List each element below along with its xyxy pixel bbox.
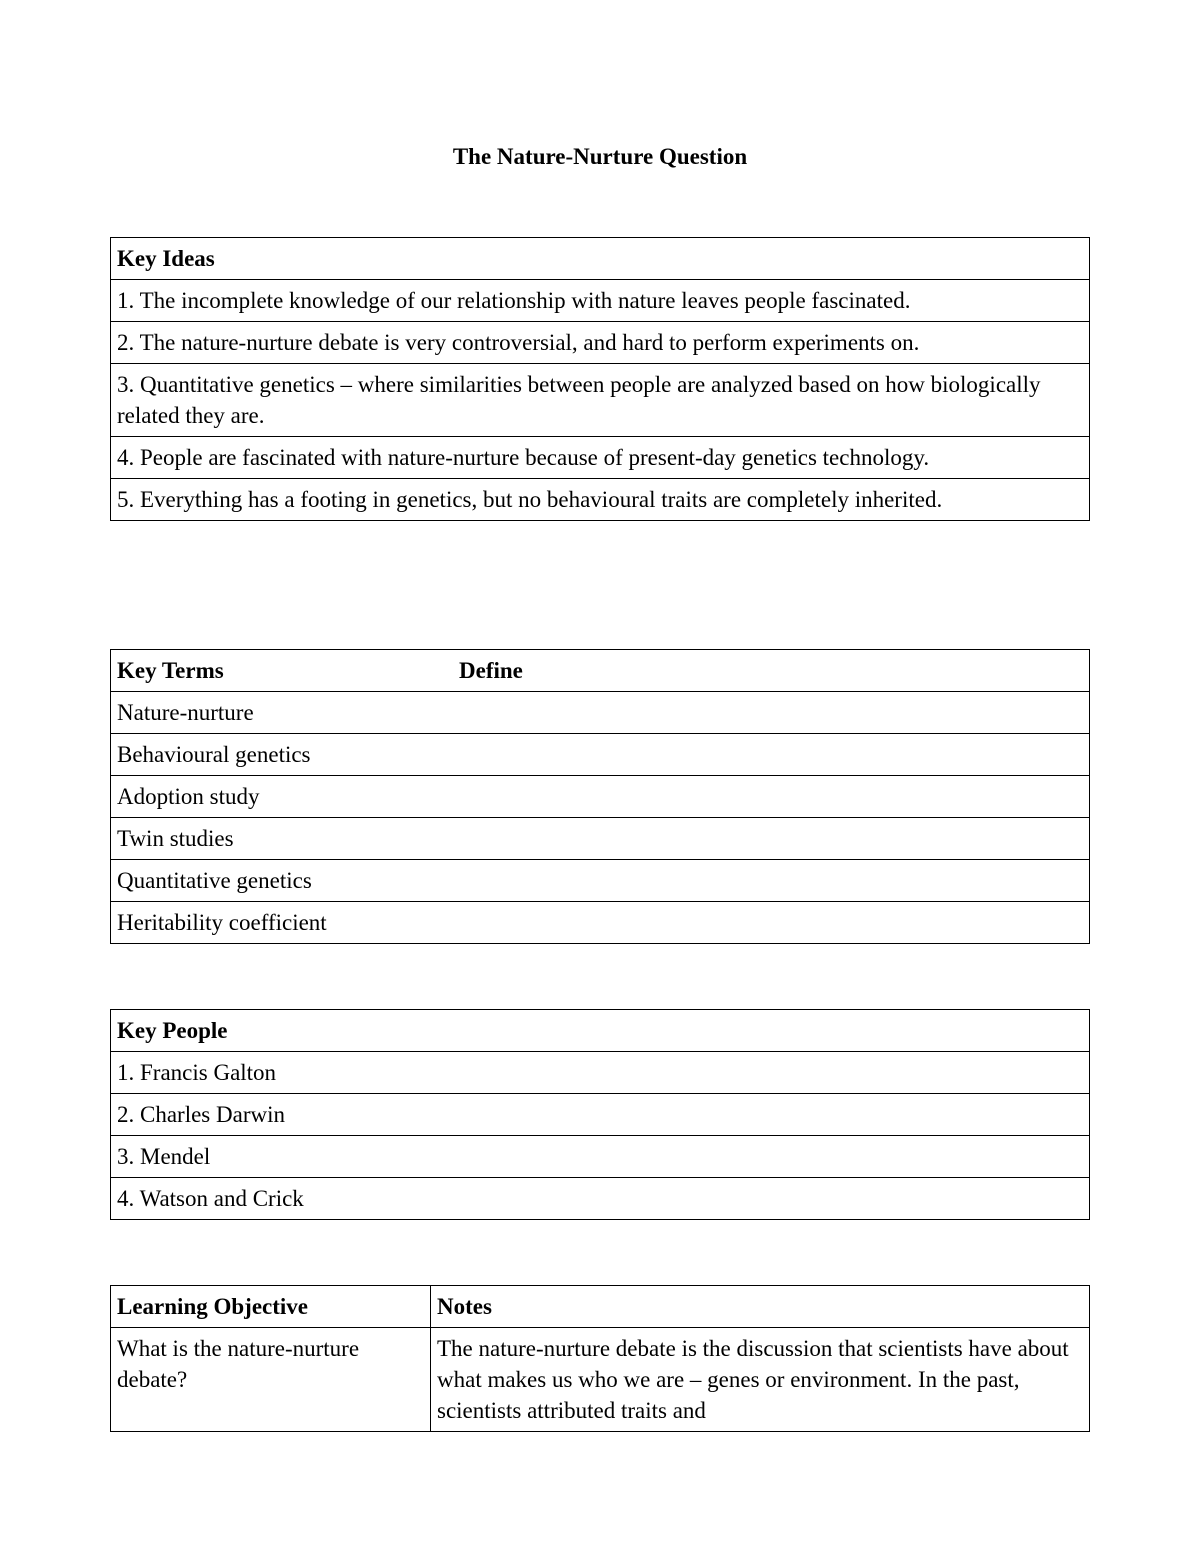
key-idea-4: 4. People are fascinated with nature-nurture because of present-day genetics technology. [111,437,1090,479]
table-row [111,479,1090,521]
key-idea-2: 2. The nature-nurture debate is very controversial, and hard to perform experiments on. [111,322,1090,364]
learning-objective-notes: The nature-nurture debate is the discussion that scientists have about what makes us who we are – genes or environment. In the past, scientists attributed traits and [431,1328,1090,1432]
table-row [111,364,1090,437]
key-people-header: Key People [111,1010,1090,1052]
key-person-3: 3. Mendel [111,1136,1090,1178]
learning-objective-header-row [111,1286,1090,1328]
key-person-1: 1. Francis Galton [111,1052,1090,1094]
table-row [111,1328,1090,1432]
table-row [111,1052,1090,1094]
key-person-2: 2. Charles Darwin [111,1094,1090,1136]
define-header: Define [459,658,523,683]
key-term-3: Adoption study [111,776,1090,818]
key-ideas-header-row [111,238,1090,280]
table-row [111,437,1090,479]
key-people-header-row [111,1010,1090,1052]
learning-objective-question: What is the nature-nurture debate? [111,1328,431,1432]
key-terms-table [110,649,1090,944]
table-row [111,818,1090,860]
table-row [111,776,1090,818]
key-term-2: Behavioural genetics [111,734,1090,776]
learning-objective-header: Learning Objective [111,1286,431,1328]
key-ideas-header: Key Ideas [111,238,1090,280]
table-row [111,860,1090,902]
page-title: The Nature-Nurture Question [452,144,748,169]
key-people-table [110,1009,1090,1220]
key-term-4: Twin studies [111,818,1090,860]
key-idea-3: 3. Quantitative genetics – where similarities between people are analyzed based on how biologically related they are. [111,364,1090,437]
learning-objective-table [110,1285,1090,1432]
table-row [111,322,1090,364]
key-idea-1: 1. The incomplete knowledge of our relationship with nature leaves people fascinated. [111,280,1090,322]
table-row [111,1178,1090,1220]
table-row [111,902,1090,944]
table-row [111,1094,1090,1136]
table-row [111,734,1090,776]
key-term-6: Heritability coefficient [111,902,1090,944]
key-terms-header: Key Terms [117,658,224,683]
key-terms-header-cell [111,650,1090,692]
key-idea-5: 5. Everything has a footing in genetics, but no behavioural traits are completely inherited. [111,479,1090,521]
table-row [111,280,1090,322]
key-person-4: 4. Watson and Crick [111,1178,1090,1220]
key-terms-header-row [111,650,1090,692]
notes-header: Notes [431,1286,1090,1328]
table-row [111,1136,1090,1178]
key-ideas-table [110,237,1090,521]
table-row [111,692,1090,734]
key-term-5: Quantitative genetics [111,860,1090,902]
key-term-1: Nature-nurture [111,692,1090,734]
